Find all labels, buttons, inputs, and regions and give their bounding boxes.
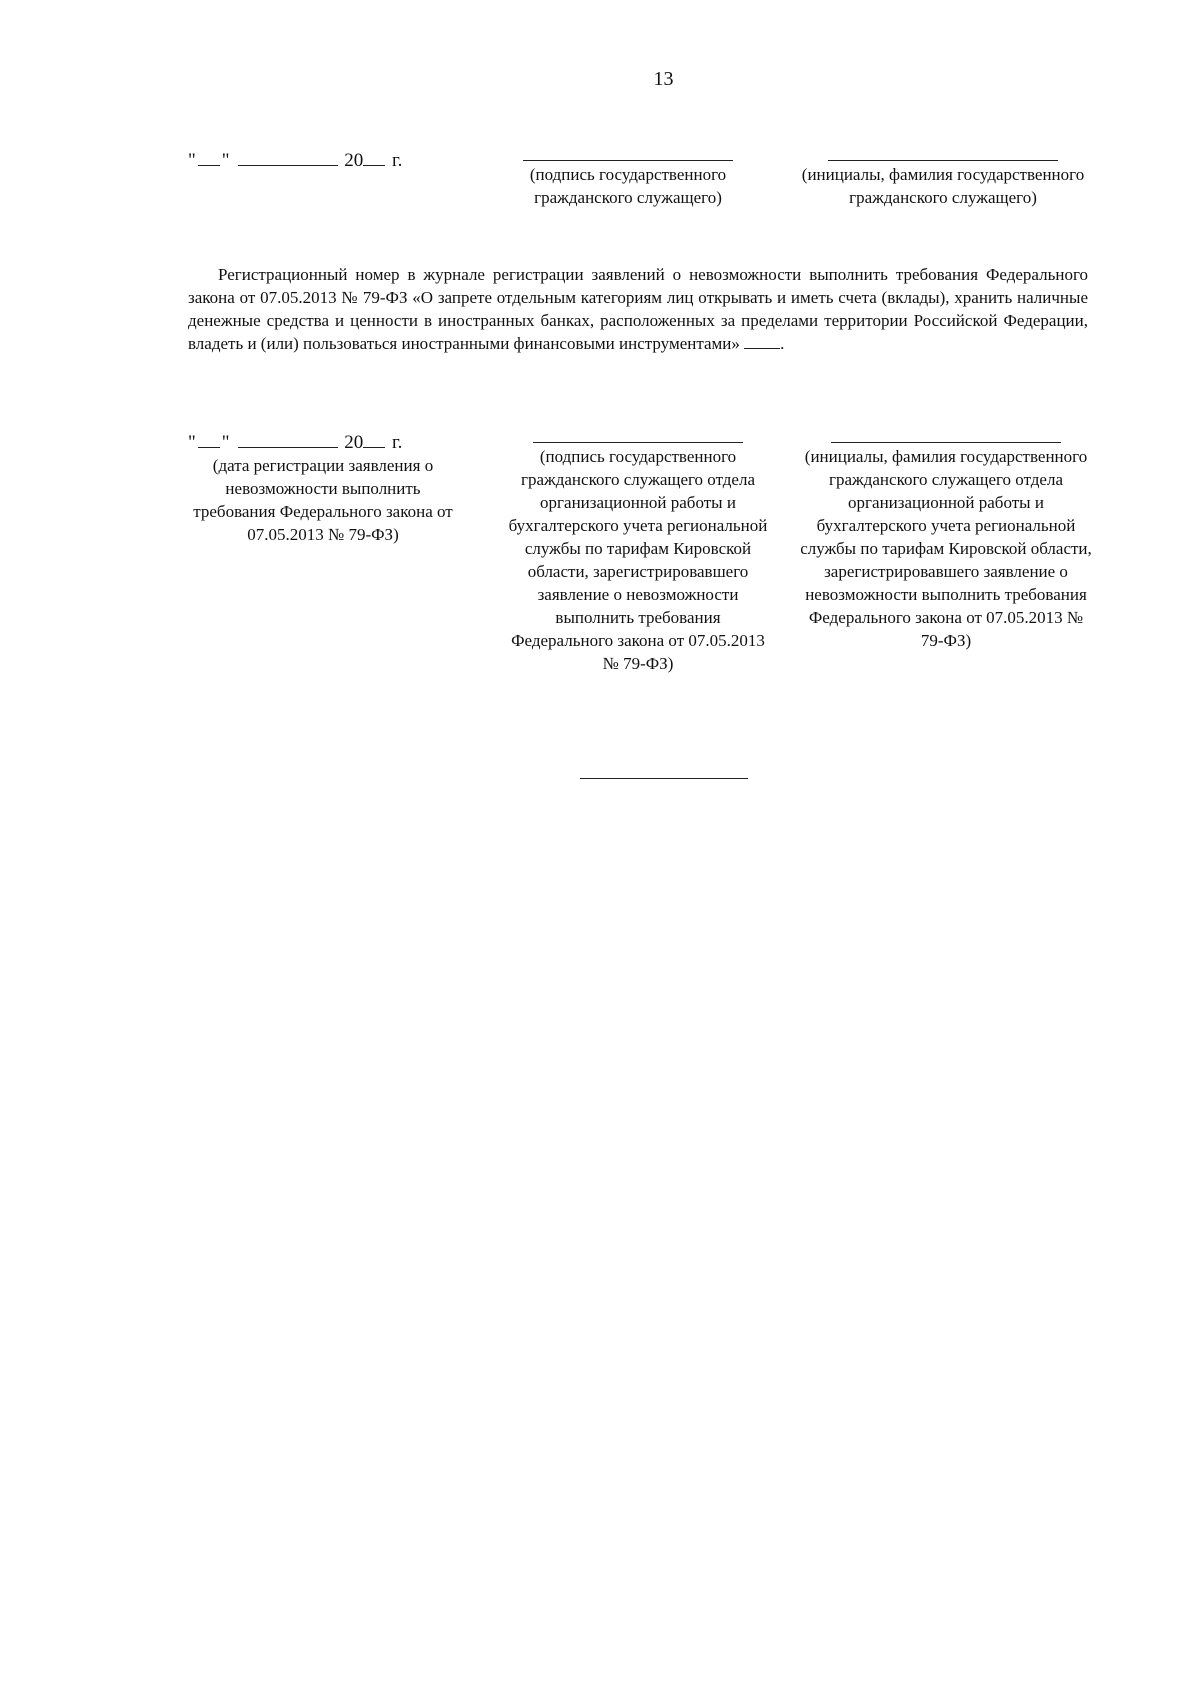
applicant-signature-caption: (подпись государственного гражданского служащего) (529, 165, 727, 207)
date-month-blank[interactable] (238, 150, 338, 166)
registration-date-caption-field (188, 454, 458, 546)
date-quote-close: " (221, 150, 230, 171)
registrar-signature-caption: (подпись государственного гражданского служащего отдела организационной работы и бухгалтерского учета региональной службы по тарифам Кировской области, зарегистрировавшего заявление о невозможности выполнить требования Федерального закона от 07.05.2013 № 79-ФЗ) (508, 447, 768, 673)
registrar-name-field (796, 442, 1096, 652)
date-century: 20 (344, 150, 364, 171)
reg-date-month-blank[interactable] (238, 432, 338, 448)
end-of-document-rule (580, 778, 748, 779)
registration-number-paragraph (188, 263, 1088, 355)
registrar-signature-field (508, 442, 768, 675)
registration-text: Регистрационный номер в журнале регистрации заявлений о невозможности выполнить требования Федерального закона от 07.05.2013 № 79-ФЗ «О запрете отдельным категориям лиц открывать и иметь счета (вклады), хранить наличные денежные средства и ценности в иностранных банках, расположенных за пределами территории Российской Федерации, владеть и (или) пользоваться иностранными финансовыми инструментами» (188, 265, 1088, 353)
date-year-suffix: г. (392, 150, 403, 171)
applicant-name-line[interactable] (828, 160, 1058, 161)
reg-date-year-blank[interactable] (363, 432, 385, 448)
reg-date-century: 20 (344, 432, 364, 453)
applicant-name-field (798, 160, 1088, 209)
date-quote-open: " (188, 150, 196, 171)
page-number: 13 (653, 68, 674, 90)
applicant-signature-line[interactable] (523, 160, 733, 161)
reg-date-year-suffix: г. (392, 432, 403, 453)
reg-date-quote-open: " (188, 432, 196, 453)
registrar-name-line[interactable] (831, 442, 1061, 443)
reg-date-quote-close: " (221, 432, 230, 453)
registration-number-blank[interactable] (744, 334, 780, 349)
registration-suffix: . (780, 334, 785, 353)
registrar-signature-line[interactable] (533, 442, 743, 443)
date-year-blank[interactable] (363, 150, 385, 166)
registrar-name-caption: (инициалы, фамилия государственного гражданского служащего отдела организационной работы и бухгалтерского учета региональной службы по тарифам Кировской области, зарегистрировавшего заявление о невозможности выполнить требования Федерального закона от 07.05.2013 № 79-ФЗ) (800, 447, 1092, 650)
applicant-date-line (188, 150, 402, 172)
applicant-name-caption: (инициалы, фамилия государственного гражданского служащего) (801, 165, 1085, 207)
date-day-blank[interactable] (198, 150, 220, 166)
registration-date-line (188, 432, 402, 454)
applicant-signature-field (518, 160, 738, 209)
registration-date-caption: (дата регистрации заявления о невозможности выполнить требования Федерального закона от 07.05.2013 № 79-ФЗ) (193, 456, 453, 544)
reg-date-day-blank[interactable] (198, 432, 220, 448)
